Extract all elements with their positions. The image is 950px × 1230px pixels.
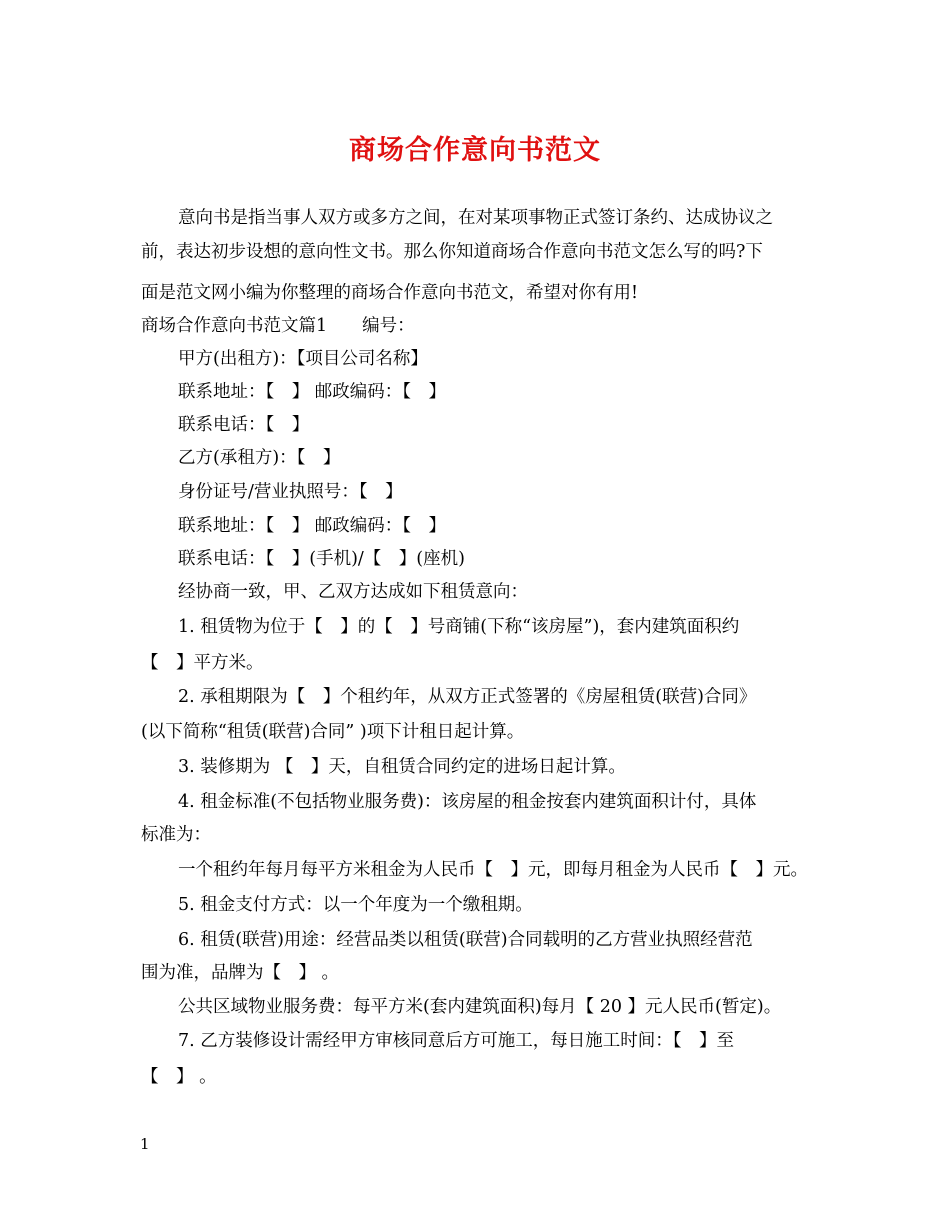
document-title: 商场合作意向书范文 xyxy=(349,135,601,166)
text-line: 2. 承租期限为【 】个租约年，从双方正式签署的《房屋租赁(联营)合同》 xyxy=(178,687,757,707)
text-line: 公共区域物业服务费：每平方米(套内建筑面积)每月【 20 】元人民币(暂定)。 xyxy=(178,997,782,1017)
text-line: 联系地址：【 】 邮政编码：【 】 xyxy=(178,382,447,402)
text-line: 一个租约年每月每平方米租金为人民币【 】元，即每月租金为人民币【 】元。 xyxy=(178,860,808,880)
text-line: 4. 租金标准(不包括物业服务费)：该房屋的租金按套内建筑面积计付，具体 xyxy=(178,792,757,812)
text-line: 7. 乙方装修设计需经甲方审核同意后方可施工，每日施工时间：【 】至 xyxy=(178,1031,735,1051)
text-line: 6. 租赁(联营)用途：经营品类以租赁(联营)合同载明的乙方营业执照经营范 xyxy=(178,930,753,950)
text-line: 标准为： xyxy=(141,825,211,845)
text-line: 联系地址：【 】 邮政编码：【 】 xyxy=(178,516,447,536)
text-line: (以下简称“租赁(联营)合同” )项下计租日起计算。 xyxy=(141,722,525,742)
text-line: 联系电话：【 】 xyxy=(178,415,310,435)
text-line: 围为准，品牌为【 】 。 xyxy=(141,963,340,983)
text-line: 联系电话：【 】(手机)/【 】(座机) xyxy=(178,549,465,569)
text-line: 身份证号/营业执照号：【 】 xyxy=(178,482,403,502)
page-number: 1 xyxy=(140,1135,150,1153)
text-line: 【 】平方米。 xyxy=(141,653,264,673)
text-line: 甲方(出租方)：【项目公司名称】 xyxy=(178,349,428,369)
text-line: 商场合作意向书范文篇1 编号： xyxy=(141,316,415,336)
text-line: 经协商一致，甲、乙双方达成如下租赁意向： xyxy=(178,582,528,602)
text-line: 1. 租赁物为位于【 】的【 】号商铺(下称“该房屋”)，套内建筑面积约 xyxy=(178,617,740,637)
text-line: 前，表达初步设想的意向性文书。那么你知道商场合作意向书范文怎么写的吗?下 xyxy=(141,242,763,262)
text-line: 5. 租金支付方式：以一个年度为一个缴租期。 xyxy=(178,895,533,915)
text-line: 3. 装修期为 【 】天，自租赁合同约定的进场日起计算。 xyxy=(178,757,626,777)
text-line: 面是范文网小编为你整理的商场合作意向书范文，希望对你有用! xyxy=(141,283,639,303)
text-line: 意向书是指当事人双方或多方之间，在对某项事物正式签订条约、达成协议之 xyxy=(178,208,773,228)
text-line: 【 】 。 xyxy=(141,1067,217,1087)
text-line: 乙方(承租方)：【 】 xyxy=(178,448,341,468)
